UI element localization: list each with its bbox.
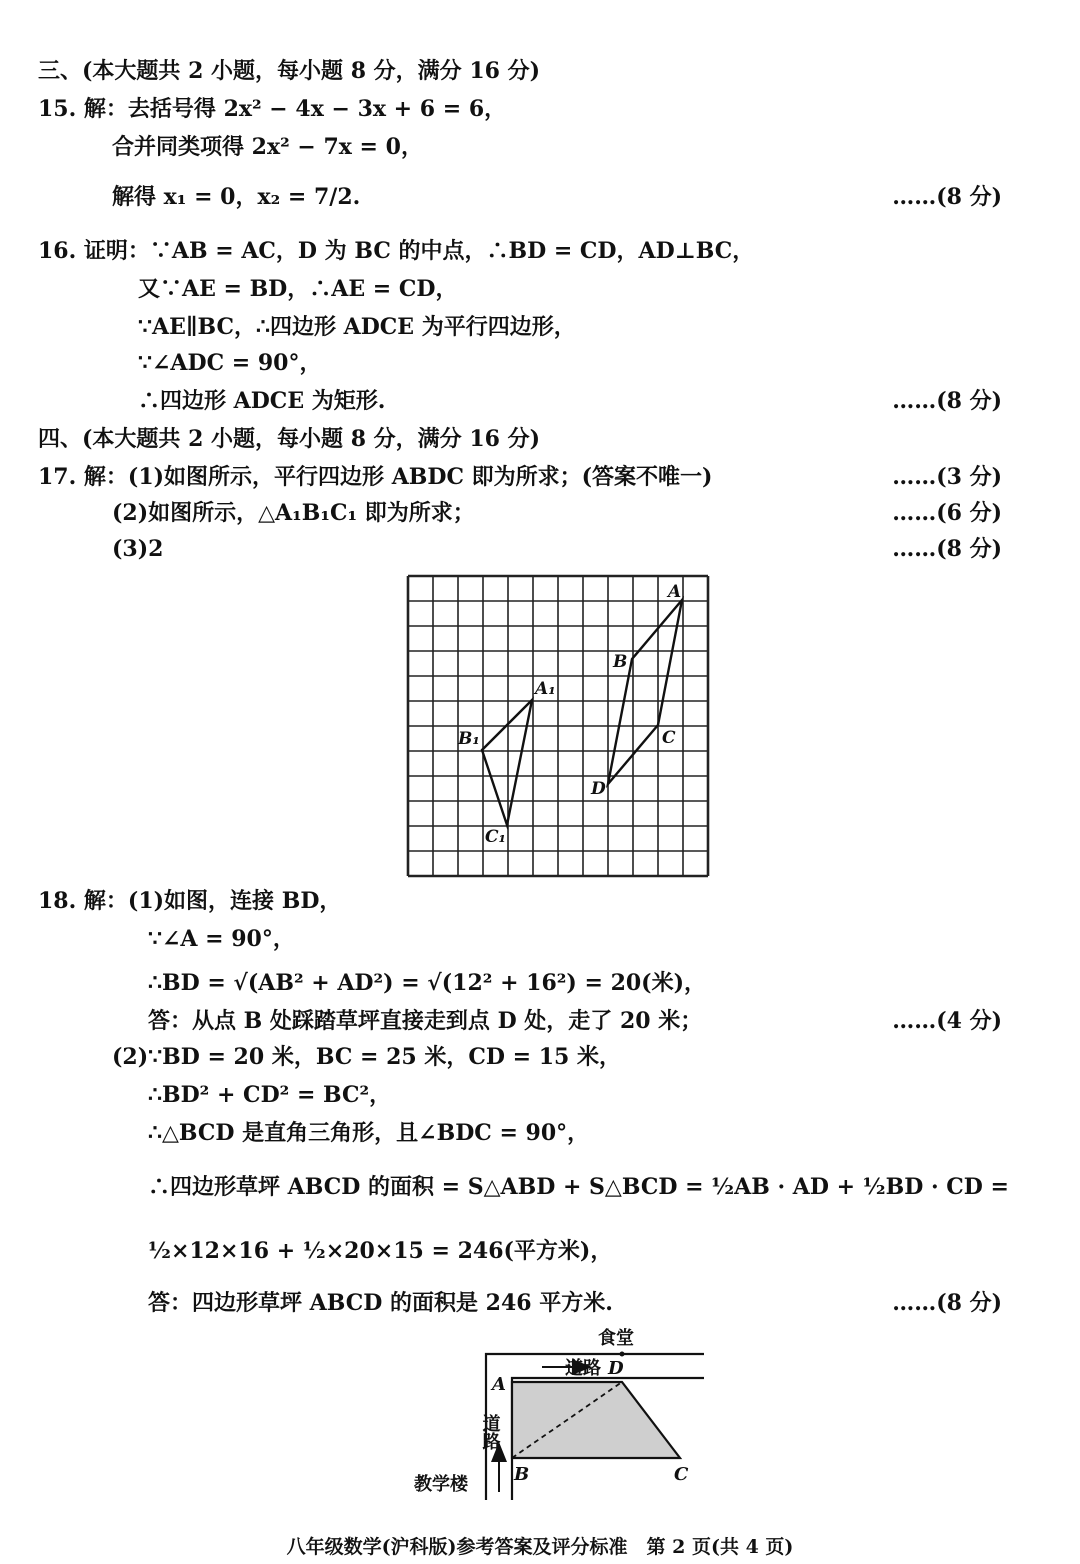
q18-line-1: 18. 解：(1)如图，连接 BD，: [38, 888, 342, 914]
q17-score-1: ……(3 分): [892, 464, 1002, 490]
page-footer: 八年级数学(沪科版)参考答案及评分标准 第 2 页(共 4 页): [286, 1536, 794, 1558]
lawn-abcd: [512, 1382, 680, 1458]
q17-line-1: 17. 解：(1)如图所示，平行四边形 ABDC 即为所求；(答案不唯一): [38, 464, 713, 490]
q17-score-2: ……(6 分): [892, 500, 1002, 526]
q17-score-3: ……(8 分): [892, 536, 1002, 562]
q17-line-2: (2)如图所示，△A₁B₁C₁ 即为所求；: [112, 500, 475, 526]
q16-line-5: ∴四边形 ADCE 为矩形.: [138, 388, 386, 414]
canteen-point: [620, 1352, 625, 1357]
q18-line-5: (2)∵BD = 20 米，BC = 25 米，CD = 15 米，: [112, 1044, 621, 1070]
label-road-top: 道路: [565, 1358, 601, 1379]
q16-score: ……(8 分): [892, 388, 1002, 414]
label-B1: B₁: [458, 729, 480, 749]
label-D: D: [608, 1358, 624, 1379]
q15-line-2: 合并同类项得 2x² − 7x = 0，: [112, 134, 423, 160]
q15-line-3: 解得 x₁ = 0，x₂ = 7/2.: [112, 184, 361, 210]
q18-score-2: ……(8 分): [892, 1290, 1002, 1316]
q15-score: ……(8 分): [892, 184, 1002, 210]
q18-line-6: ∴BD² + CD² = BC²，: [148, 1082, 392, 1108]
triangle-a1b1c1: [482, 700, 532, 825]
q18-line-8: ∴四边形草坪 ABCD 的面积 = S△ABD + S△BCD = ½AB · AD + ½BD · CD =: [148, 1174, 1009, 1200]
q18-score-1: ……(4 分): [892, 1008, 1002, 1034]
q18-line-10: 答：四边形草坪 ABCD 的面积是 246 平方米.: [148, 1290, 613, 1316]
q18-line-2: ∵∠A = 90°，: [148, 926, 295, 952]
q18-line-7: ∴△BCD 是直角三角形，且∠BDC = 90°，: [148, 1120, 590, 1146]
q18-line-4: 答：从点 B 处踩踏草坪直接走到点 D 处，走了 20 米；: [148, 1008, 703, 1034]
label-canteen: 食堂: [598, 1328, 634, 1349]
q17-grid-figure: [400, 570, 720, 885]
label-D: D: [591, 779, 606, 799]
label-B: B: [514, 1464, 530, 1485]
section-3-heading: 三、(本大题共 2 小题，每小题 8 分，满分 16 分): [38, 58, 541, 84]
q18-lawn-figure: [400, 1320, 720, 1510]
q18-line-9: ½×12×16 + ½×20×15 = 246(平方米)，: [148, 1238, 613, 1264]
label-B: B: [613, 652, 628, 672]
q18-line-3: ∴BD = √(AB² + AD²) = √(12² + 16²) = 20(米)，: [148, 970, 707, 996]
label-road-left: 道路: [479, 1414, 501, 1450]
section-4-heading: 四、(本大题共 2 小题，每小题 8 分，满分 16 分): [38, 426, 541, 452]
label-building: 教学楼: [414, 1474, 468, 1495]
q16-line-2: 又∵AE = BD，∴AE = CD，: [138, 276, 458, 302]
q16-line-4: ∵∠ADC = 90°，: [138, 350, 322, 376]
parallelogram-abdc: [608, 600, 682, 784]
q17-line-3: (3)2: [112, 536, 164, 562]
label-A1: A₁: [535, 679, 556, 699]
label-C1: C₁: [485, 827, 506, 847]
label-A: A: [492, 1374, 506, 1395]
label-A: A: [668, 582, 682, 602]
q16-line-3: ∵AE∥BC，∴四边形 ADCE 为平行四边形，: [138, 314, 576, 340]
q15-line-1: 15. 解：去括号得 2x² − 4x − 3x + 6 = 6，: [38, 96, 507, 122]
label-C: C: [674, 1464, 689, 1485]
label-C: C: [662, 728, 676, 748]
q16-line-1: 16. 证明：∵AB = AC，D 为 BC 的中点，∴BD = CD，AD⊥BC，: [38, 238, 755, 264]
